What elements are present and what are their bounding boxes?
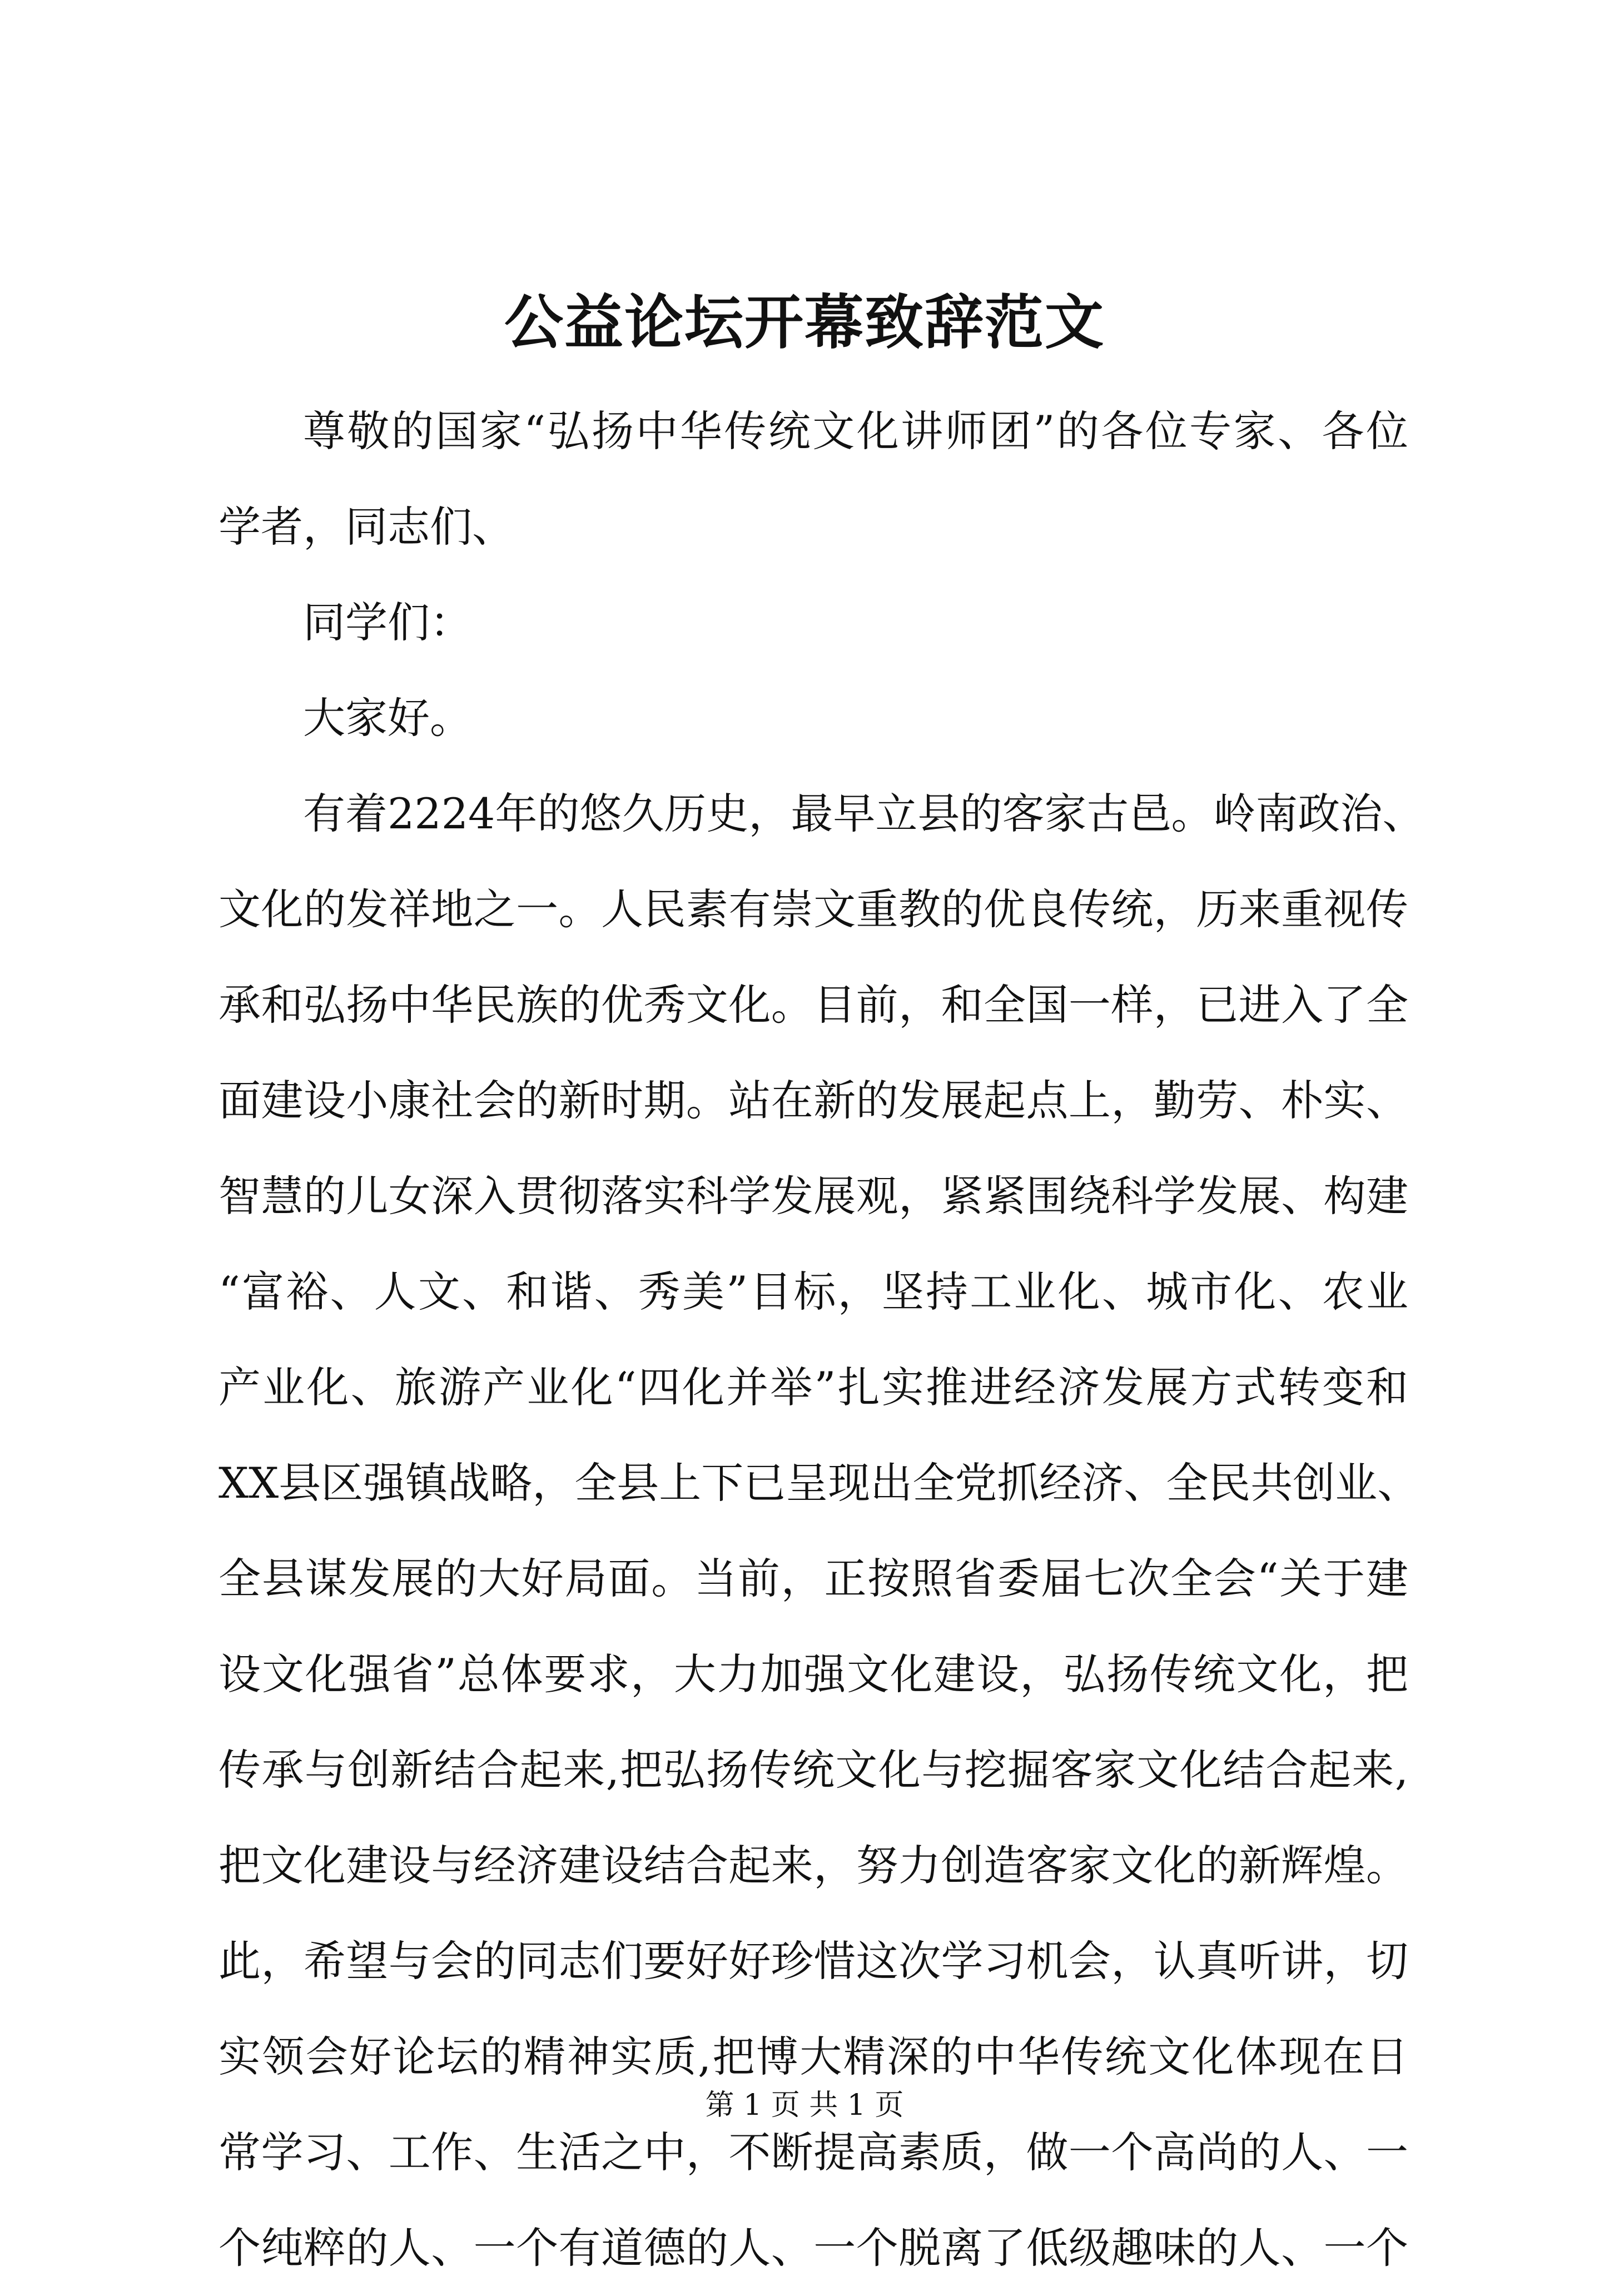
document-title: 公益论坛开幕致辞范文 — [504, 287, 1105, 357]
paragraph-line: 文化的发祥地之一。人民素有崇文重教的优良传统，历来重视传 — [218, 884, 1408, 934]
paragraph-line: XX县区强镇战略，全县上下已呈现出全党抓经济、全民共创业、 — [218, 1458, 1420, 1508]
paragraph-line: 把文化建设与经济建设结合起来，努力创造客家文化的新辉煌。 — [218, 1841, 1408, 1890]
page-number-footer: 第 1 页 共 1 页 — [705, 2089, 904, 2122]
paragraph-line: 全县谋发展的大好局面。当前，正按照省委届七次全会“关于建 — [218, 1554, 1408, 1603]
paragraph-line: 实领会好论坛的精神实质,把博大精深的中华传统文化体现在日 — [218, 2032, 1408, 2081]
document-body — [218, 384, 1425, 2296]
paragraph-line: 面建设小康社会的新时期。站在新的发展起点上，勤劳、朴实、 — [218, 1076, 1408, 1125]
paragraph-line: 传承与创新结合起来,把弘扬传统文化与挖掘客家文化结合起来, — [218, 1745, 1408, 1795]
paragraph-line: 承和弘扬中华民族的优秀文化。目前，和全国一样，已进入了全 — [218, 980, 1408, 1030]
paragraph-line: 此，希望与会的同志们要好好珍惜这次学习机会，认真听讲，切 — [218, 1936, 1408, 1986]
paragraph-line: 设文化强省”总体要求，大力加强文化建设，弘扬传统文化，把 — [218, 1649, 1408, 1699]
paragraph-line: 尊敬的国家“弘扬中华传统文化讲师团”的各位专家、各位 — [303, 406, 1408, 456]
paragraph-line: “富裕、人文、和谐、秀美”目标，坚持工业化、城市化、农业 — [218, 1267, 1408, 1316]
paragraph-line: 智慧的儿女深入贯彻落实科学发展观，紧紧围绕科学发展、构建 — [218, 1171, 1408, 1221]
paragraph-line: 个纯粹的人、一个有道德的人、一个脱离了低级趣味的人、一个 — [218, 2223, 1408, 2273]
paragraph-line: 学者，同志们、 — [218, 502, 514, 551]
paragraph-line: 大家好。 — [303, 693, 472, 743]
paragraph-line: 产业化、旅游产业化“四化并举”扎实推进经济发展方式转变和 — [218, 1363, 1408, 1412]
paragraph-line: 同学们： — [303, 598, 472, 647]
paragraph-line: 常学习、工作、生活之中，不断提高素质，做一个高尚的人、一 — [218, 2128, 1408, 2177]
paragraph-line: 有着2224年的悠久历史，最早立县的客家古邑。岭南政治、 — [303, 789, 1425, 838]
